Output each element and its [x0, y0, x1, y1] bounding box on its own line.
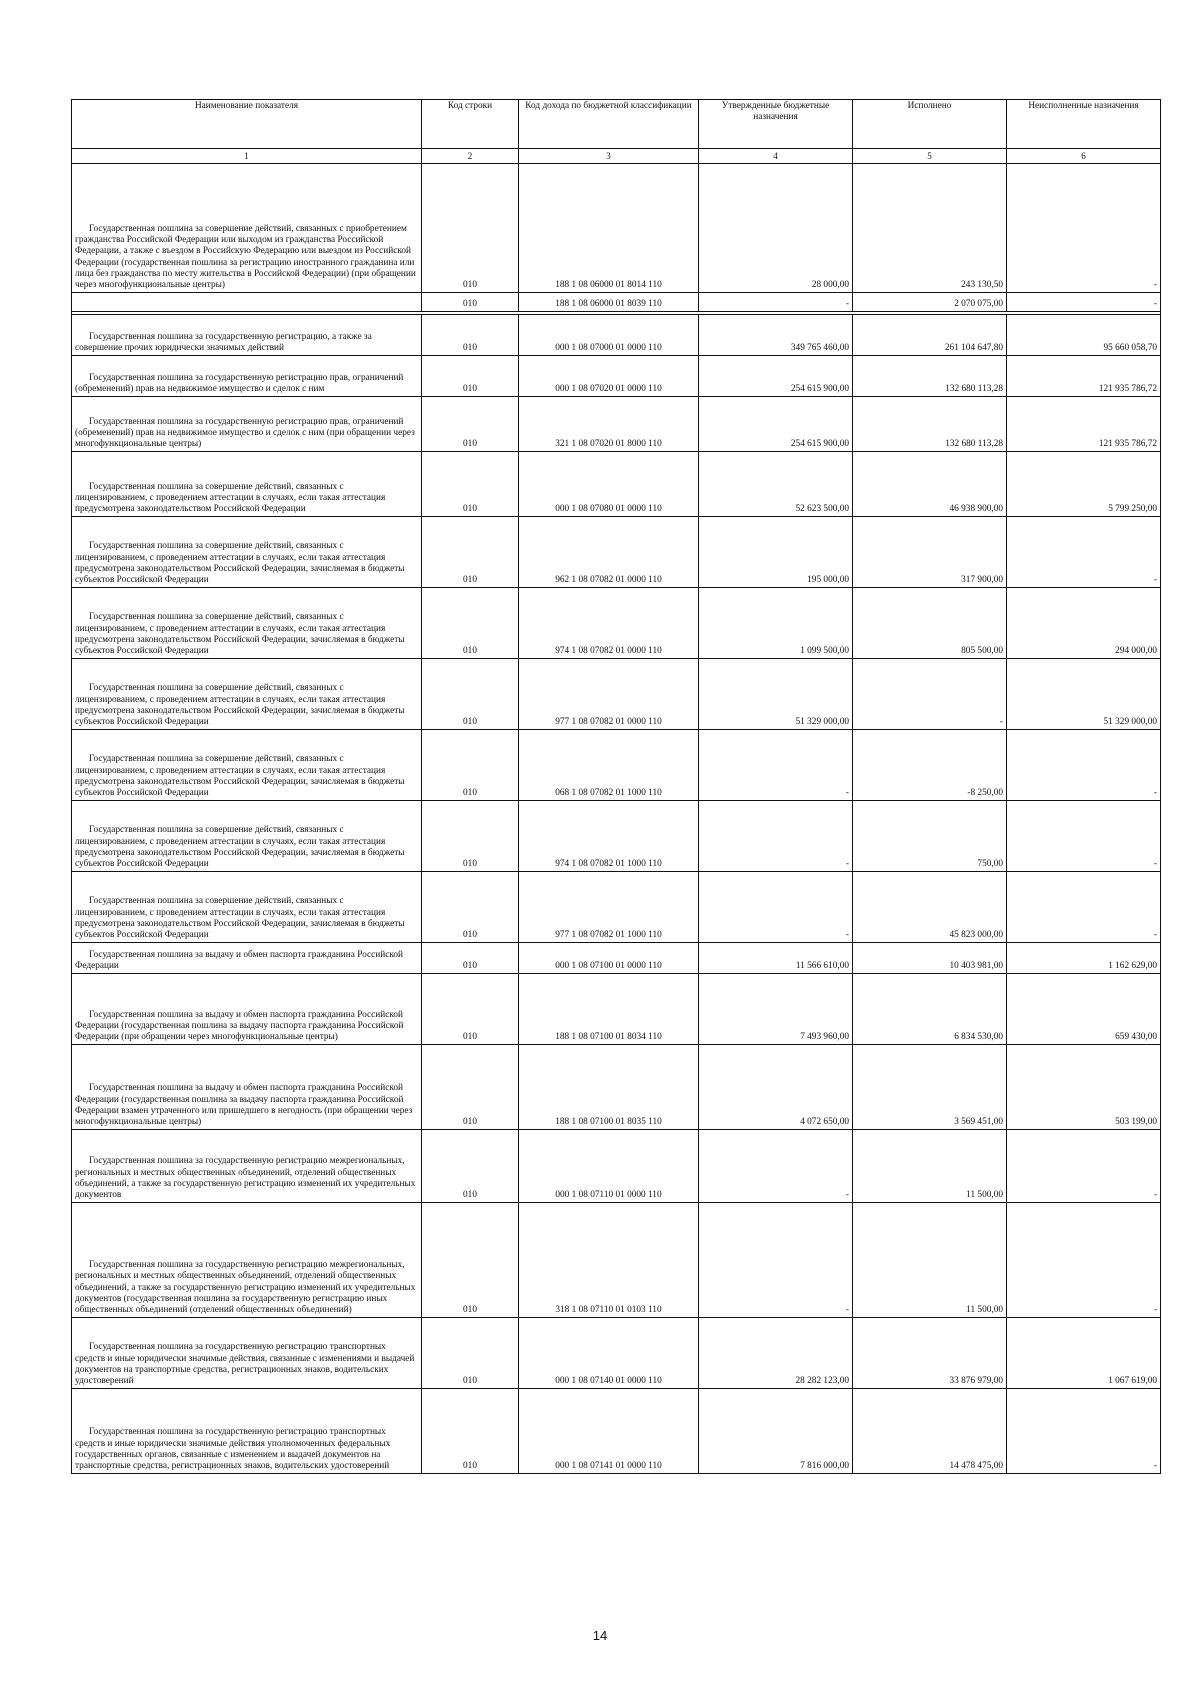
table-row — [72, 659, 1161, 730]
approved-amount-cell: 51 329 000,00 — [699, 659, 853, 730]
classification-code-cell: 962 1 08 07082 01 0000 110 — [519, 517, 699, 588]
line-code-cell: 010 — [422, 397, 519, 452]
indicator-name-cell: Государственная пошлина за государственную регистрацию транспортных средств и иные юридически значимые действия уполномоченных федеральных государственных органов, связанные с изменением и выдачей документов на транспортные средства, регистрационных знаков, водительских удостоверений — [72, 1389, 422, 1474]
approved-amount-cell: 7 816 000,00 — [699, 1389, 853, 1474]
classification-code-cell: 188 1 08 07100 01 8034 110 — [519, 974, 699, 1045]
unexecuted-amount-cell: - — [1007, 1130, 1161, 1203]
unexecuted-amount-cell: - — [1007, 164, 1161, 293]
approved-amount-cell: 52 623 500,00 — [699, 452, 853, 517]
indicator-name-cell: Государственная пошлина за государственную регистрацию прав, ограничений (обременений) прав на недвижимое имущество и сделок с ним — [72, 356, 422, 397]
unexecuted-amount-cell: - — [1007, 517, 1161, 588]
approved-amount-cell: 4 072 650,00 — [699, 1045, 853, 1130]
approved-amount-cell: 11 566 610,00 — [699, 943, 853, 974]
column-number-row — [72, 149, 1161, 164]
header-executed: Исполнено — [853, 100, 1007, 149]
approved-amount-cell: - — [699, 730, 853, 801]
classification-code-cell: 321 1 08 07020 01 8000 110 — [519, 397, 699, 452]
line-code-cell: 010 — [422, 1318, 519, 1389]
indicator-name-cell: Государственная пошлина за совершение действий, связанных с лицензированием, с проведением аттестации в случаях, если такая аттестация предусмотрена законодательством Российской Федерации, зачисляемая в бюджеты субъектов Российской Федерации — [72, 801, 422, 872]
classification-code-cell: 188 1 08 07100 01 8035 110 — [519, 1045, 699, 1130]
approved-amount-cell: 254 615 900,00 — [699, 397, 853, 452]
unexecuted-amount-cell: - — [1007, 801, 1161, 872]
approved-amount-cell: - — [699, 1130, 853, 1203]
line-code-cell: 010 — [422, 452, 519, 517]
header-line-code: Код строки — [422, 100, 519, 149]
classification-code-cell: 000 1 08 07141 01 0000 110 — [519, 1389, 699, 1474]
approved-amount-cell: 1 099 500,00 — [699, 588, 853, 659]
unexecuted-amount-cell: - — [1007, 1389, 1161, 1474]
header-budget-classification-code: Код дохода по бюджетной классификации — [519, 100, 699, 149]
line-code-cell: 010 — [422, 872, 519, 943]
indicator-name-cell: Государственная пошлина за выдачу и обмен паспорта гражданина Российской Федерации (государственная пошлина за выдачу паспорта гражданина Российской Федерации (при обращении через многофункциональные центры) — [72, 974, 422, 1045]
unexecuted-amount-cell: - — [1007, 293, 1161, 312]
executed-amount-cell: 750,00 — [853, 801, 1007, 872]
table-row — [72, 1389, 1161, 1474]
executed-amount-cell: 132 680 113,28 — [853, 356, 1007, 397]
unexecuted-amount-cell: 95 660 058,70 — [1007, 315, 1161, 356]
indicator-name-cell: Государственная пошлина за совершение действий, связанных с лицензированием, с проведением аттестации в случаях, если такая аттестация предусмотрена законодательством Российской Федерации, зачисляемая в бюджеты субъектов Российской Федерации — [72, 730, 422, 801]
classification-code-cell: 000 1 08 07100 01 0000 110 — [519, 943, 699, 974]
executed-amount-cell: 261 104 647,80 — [853, 315, 1007, 356]
budget-execution-table — [71, 99, 1161, 1474]
classification-code-cell: 068 1 08 07082 01 1000 110 — [519, 730, 699, 801]
classification-code-cell: 188 1 08 06000 01 8039 110 — [519, 293, 699, 312]
executed-amount-cell: 45 823 000,00 — [853, 872, 1007, 943]
indicator-name-cell: Государственная пошлина за совершение действий, связанных с лицензированием, с проведением аттестации в случаях, если такая аттестация предусмотрена законодательством Российской Федерации, зачисляемая в бюджеты субъектов Российской Федерации — [72, 659, 422, 730]
line-code-cell: 010 — [422, 943, 519, 974]
line-code-cell: 010 — [422, 1130, 519, 1203]
indicator-name-cell: Государственная пошлина за государственную регистрацию транспортных средств и иные юридически значимые действия, связанные с изменениями и выдачей документов на транспортные средства, регистрационных знаков, водительских удостоверений — [72, 1318, 422, 1389]
classification-code-cell: 000 1 08 07000 01 0000 110 — [519, 315, 699, 356]
line-code-cell: 010 — [422, 588, 519, 659]
table-row — [72, 517, 1161, 588]
approved-amount-cell: 195 000,00 — [699, 517, 853, 588]
unexecuted-amount-cell: 659 430,00 — [1007, 974, 1161, 1045]
executed-amount-cell: 11 500,00 — [853, 1130, 1007, 1203]
line-code-cell: 010 — [422, 1389, 519, 1474]
table-row — [72, 356, 1161, 397]
unexecuted-amount-cell: - — [1007, 872, 1161, 943]
unexecuted-amount-cell: 51 329 000,00 — [1007, 659, 1161, 730]
column-number: 1 — [72, 149, 422, 164]
line-code-cell: 010 — [422, 974, 519, 1045]
indicator-name-cell: Государственная пошлина за совершение действий, связанных с лицензированием, с проведением аттестации в случаях, если такая аттестация предусмотрена законодательством Российской Федерации, зачисляемая в бюджеты субъектов Российской Федерации — [72, 588, 422, 659]
unexecuted-amount-cell: 294 000,00 — [1007, 588, 1161, 659]
unexecuted-amount-cell: - — [1007, 730, 1161, 801]
unexecuted-amount-cell: 121 935 786,72 — [1007, 356, 1161, 397]
table-row — [72, 943, 1161, 974]
column-number: 6 — [1007, 149, 1161, 164]
indicator-name-cell: Государственная пошлина за совершение действий, связанных с лицензированием, с проведением аттестации в случаях, если такая аттестация предусмотрена законодательством Российской Федерации — [72, 452, 422, 517]
table-row — [72, 588, 1161, 659]
executed-amount-cell: 46 938 900,00 — [853, 452, 1007, 517]
line-code-cell: 010 — [422, 293, 519, 312]
table-row — [72, 315, 1161, 356]
table-row — [72, 1318, 1161, 1389]
executed-amount-cell: 2 070 075,00 — [853, 293, 1007, 312]
unexecuted-amount-cell: 5 799 250,00 — [1007, 452, 1161, 517]
classification-code-cell: 000 1 08 07020 01 0000 110 — [519, 356, 699, 397]
column-number: 2 — [422, 149, 519, 164]
classification-code-cell: 977 1 08 07082 01 0000 110 — [519, 659, 699, 730]
table-row — [72, 452, 1161, 517]
line-code-cell: 010 — [422, 801, 519, 872]
approved-amount-cell: 254 615 900,00 — [699, 356, 853, 397]
unexecuted-amount-cell: 503 199,00 — [1007, 1045, 1161, 1130]
approved-amount-cell: - — [699, 293, 853, 312]
table-row — [72, 974, 1161, 1045]
indicator-name-cell — [72, 293, 422, 312]
table-row — [72, 164, 1161, 293]
unexecuted-amount-cell: 121 935 786,72 — [1007, 397, 1161, 452]
table-body — [72, 164, 1161, 1474]
table-row — [72, 730, 1161, 801]
page-number: 14 — [592, 1628, 608, 1643]
table-header-row — [72, 100, 1161, 149]
classification-code-cell: 000 1 08 07080 01 0000 110 — [519, 452, 699, 517]
table-row — [72, 397, 1161, 452]
indicator-name-cell: Государственная пошлина за выдачу и обмен паспорта гражданина Российской Федерации — [72, 943, 422, 974]
classification-code-cell: 318 1 08 07110 01 0103 110 — [519, 1203, 699, 1318]
line-code-cell: 010 — [422, 315, 519, 356]
approved-amount-cell: - — [699, 801, 853, 872]
line-code-cell: 010 — [422, 164, 519, 293]
approved-amount-cell: 7 493 960,00 — [699, 974, 853, 1045]
executed-amount-cell: -8 250,00 — [853, 730, 1007, 801]
executed-amount-cell: 33 876 979,00 — [853, 1318, 1007, 1389]
executed-amount-cell: 132 680 113,28 — [853, 397, 1007, 452]
table-row — [72, 872, 1161, 943]
unexecuted-amount-cell: 1 162 629,00 — [1007, 943, 1161, 974]
unexecuted-amount-cell: 1 067 619,00 — [1007, 1318, 1161, 1389]
table-row — [72, 1130, 1161, 1203]
executed-amount-cell: 805 500,00 — [853, 588, 1007, 659]
executed-amount-cell: 317 900,00 — [853, 517, 1007, 588]
unexecuted-amount-cell: - — [1007, 1203, 1161, 1318]
executed-amount-cell: 10 403 981,00 — [853, 943, 1007, 974]
line-code-cell: 010 — [422, 517, 519, 588]
indicator-name-cell: Государственная пошлина за совершение действий, связанных с приобретением гражданства Российской Федерации или выходом из гражданства Российской Федерации, а также с въездом в Российскую Федерацию или выездом из Российской Федерации (государственная пошлина за регистрацию иностранного гражданина или лица без гражданства по месту жительства в Российской Федерации) (при обращении через многофункциональные центры) — [72, 164, 422, 293]
table-row — [72, 1045, 1161, 1130]
executed-amount-cell: - — [853, 659, 1007, 730]
line-code-cell: 010 — [422, 356, 519, 397]
approved-amount-cell: - — [699, 872, 853, 943]
classification-code-cell: 188 1 08 06000 01 8014 110 — [519, 164, 699, 293]
approved-amount-cell: 28 000,00 — [699, 164, 853, 293]
column-number: 4 — [699, 149, 853, 164]
classification-code-cell: 974 1 08 07082 01 1000 110 — [519, 801, 699, 872]
indicator-name-cell: Государственная пошлина за совершение действий, связанных с лицензированием, с проведением аттестации в случаях, если такая аттестация предусмотрена законодательством Российской Федерации, зачисляемая в бюджеты субъектов Российской Федерации — [72, 872, 422, 943]
classification-code-cell: 974 1 08 07082 01 0000 110 — [519, 588, 699, 659]
executed-amount-cell: 11 500,00 — [853, 1203, 1007, 1318]
indicator-name-cell: Государственная пошлина за государственную регистрацию межрегиональных, региональных и местных общественных объединений, отделений общественных объединений, а также за государственную регистрацию изменений их учредительных документов — [72, 1130, 422, 1203]
executed-amount-cell: 14 478 475,00 — [853, 1389, 1007, 1474]
executed-amount-cell: 3 569 451,00 — [853, 1045, 1007, 1130]
header-approved-budget: Утвержденные бюджетные назначения — [699, 100, 853, 149]
header-indicator-name: Наименование показателя — [72, 100, 422, 149]
indicator-name-cell: Государственная пошлина за государственную регистрацию межрегиональных, региональных и местных общественных объединений, отделений общественных объединений, а также за государственную регистрацию изменений их учредительных документов (государственная пошлина за государственную регистрацию иных общественных объединений (отделений общественных объединений) — [72, 1203, 422, 1318]
executed-amount-cell: 6 834 530,00 — [853, 974, 1007, 1045]
classification-code-cell: 000 1 08 07110 01 0000 110 — [519, 1130, 699, 1203]
table-row — [72, 293, 1161, 312]
line-code-cell: 010 — [422, 730, 519, 801]
classification-code-cell: 000 1 08 07140 01 0000 110 — [519, 1318, 699, 1389]
indicator-name-cell: Государственная пошлина за совершение действий, связанных с лицензированием, с проведением аттестации в случаях, если такая аттестация предусмотрена законодательством Российской Федерации, зачисляемая в бюджеты субъектов Российской Федерации — [72, 517, 422, 588]
indicator-name-cell: Государственная пошлина за выдачу и обмен паспорта гражданина Российской Федерации (государственная пошлина за выдачу паспорта гражданина Российской Федерации взамен утраченного или пришедшего в негодность (при обращении через многофункциональные центры) — [72, 1045, 422, 1130]
line-code-cell: 010 — [422, 1045, 519, 1130]
approved-amount-cell: 28 282 123,00 — [699, 1318, 853, 1389]
column-number: 3 — [519, 149, 699, 164]
column-number: 5 — [853, 149, 1007, 164]
executed-amount-cell: 243 130,50 — [853, 164, 1007, 293]
table-row — [72, 801, 1161, 872]
line-code-cell: 010 — [422, 1203, 519, 1318]
indicator-name-cell: Государственная пошлина за государственную регистрацию, а также за совершение прочих юридически значимых действий — [72, 315, 422, 356]
table-row — [72, 1203, 1161, 1318]
approved-amount-cell: - — [699, 1203, 853, 1318]
header-unexecuted: Неисполненные назначения — [1007, 100, 1161, 149]
classification-code-cell: 977 1 08 07082 01 1000 110 — [519, 872, 699, 943]
approved-amount-cell: 349 765 460,00 — [699, 315, 853, 356]
line-code-cell: 010 — [422, 659, 519, 730]
indicator-name-cell: Государственная пошлина за государственную регистрацию прав, ограничений (обременений) прав на недвижимое имущество и сделок с ним (при обращении через многофункциональные центры) — [72, 397, 422, 452]
